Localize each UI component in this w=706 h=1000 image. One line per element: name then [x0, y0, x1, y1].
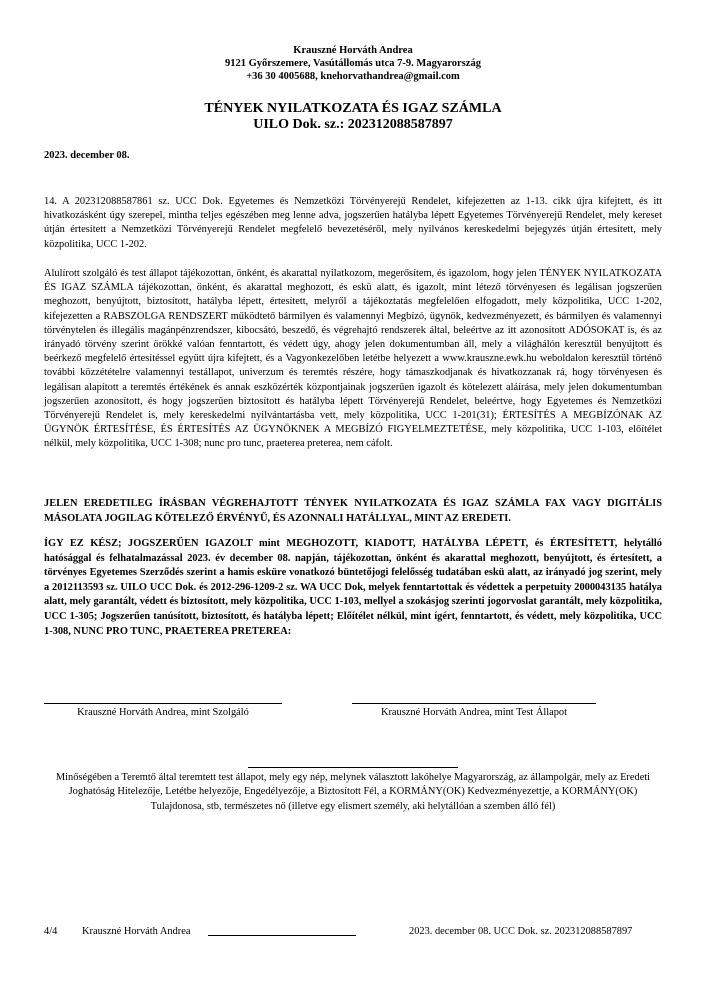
paragraph-attestation: ÍGY EZ KÉSZ; JOGSZERŰEN IGAZOLT mint MEGHOZOTT, KIADOTT, HATÁLYBA LÉPETT, és ÉRTESÍTETT, helytálló hatósággal és felhatalmazással 2023. év december 08. napján, tájékozottan, önként és akarattal meghozott, benyújtott, és értesített, a törvényes Egyetemes Szerződés szerint a hamis esküre vonatkozó büntetőjogi felelősség tudatában eskü alatt, az irányadó jog szerint, mely a 2012113593 sz. UILO UCC Dok. és 2012-296-1209-2 sz. WA UCC Dok, melyek fenntartottak és védettek a perpetuity 2000043135 hatálya alatt, mely garantált, védett és biztosított, mely közpolitika, UCC 1-103, mellyel a szokásjog szerinti jogorvoslat garantált, mely közpolitika, UCC 1-305; Jogszerűen tanúsított, biztosított, és hatályba lépett; Előítélet nélkül, mint ígért, fenntartott, és védett, mely közpolitika, UCC 1-308, NUNC PRO TUNC, PRAETEREA PRETEREA:	[44, 538, 662, 637]
title-line-2: UILO Dok. sz.: 202312088587897	[253, 117, 453, 132]
signature-line-right	[352, 703, 596, 704]
document-title	[0, 101, 706, 133]
sender-contact: +36 30 4005688, knehorvathandrea@gmail.com	[246, 71, 460, 82]
footer-name: Krauszné Horváth Andrea	[82, 926, 191, 937]
paragraph-copy-validity: JELEN EREDETILEG ÍRÁSBAN VÉGREHAJTOTT TÉNYEK NYILATKOZATA ÉS IGAZ SZÁMLA FAX VAGY DIGITÁLIS MÁSOLATA JOGILAG KÖTELEZŐ ÉRVÉNYŰ, ÉS AZONNALI HATÁLLYAL, MINT AZ EREDETI.	[44, 498, 662, 524]
letterhead	[0, 44, 706, 83]
signature-line-center	[248, 767, 458, 768]
signature-line-left	[44, 703, 282, 704]
signature-label-left: Krauszné Horváth Andrea, mint Szolgáló	[77, 707, 249, 718]
signature-label-right: Krauszné Horváth Andrea, mint Test Állapot	[380, 707, 568, 718]
paragraph-declaration: Alulírott szolgáló és test állapot tájékozottan, önként, és akarattal nyilatkozom, megerősítem, és igazolom, hogy jelen TÉNYEK NYILATKOZATA ÉS IGAZ SZÁMLA tájékozottan, önként, és akarattal meghozott, és eskü alatt, és igazolt, mint létező törvényesen és legálisan jogszerűen meghozott, benyújtott, biztosított, hatályba lépett, értesített, melyről a tájékoztatás megfelelően elfogadott, mely közpolitika, UCC 1-202, kifejezetten a RABSZOLGA RENDSZERT működtető bármilyen és valamennyi Megbízó, ügynök, kedvezményezett, és bármilyen és valamennyi törvénytelen és illegális magánpénzrendszer, kibocsátó, beszedő, és végrehajtó rendszerek által, beleértve az itt azonosított ADÓSOKAT is, és az irányadó törvény szerint örökké valóan fenntartott, és védett úgy, ahogy jelen dokumentumban áll, mely a világhálón keresztül benyújtott és beérkező megfelelő értesítéssel együtt újra kifejtett, és a Vagyonkezelőben letétbe helyezett a www.krauszne.ewk.hu weboldalon keresztül történő további közzétételre valamennyi testállapot, univerzum és teremtés részére, hogy támaszkodjanak és hivatkozzanak rá, hogy törvényesen és legálisan alapított a teremtés értékének és annak eszközérték központjainak jogszerűen igazolt és kötelezett aláírása, mely jelen dokumentumban jogszerűen azonosított, és hogy jogszerűen biztosított és hatályba lépett Törvényerejű Rendelet, beleértve, hogy Egyetemes és Nemzetközi Törvényerejű Rendelet is, mely kereskedelmi nyilvántartásba vett, mely közpolitika, UCC 1-201(31); ÉRTESÍTÉS A MEGBÍZÓNAK AZ ÜGYNÖK ÉRTESÍTÉSE, ÉS ÉRTESÍTÉS AZ ÜGYNÖKNEK A MEGBÍZÓ FIGYELMEZTETÉSE, mely közpolitika, UCC 1-103, előítélet nélkül, mely közpolitika, UCC 1-308; nunc pro tunc, praeterea preterea, nem cáfolt.	[44, 268, 662, 450]
footer-signature-line	[208, 935, 356, 936]
title-line-1: TÉNYEK NYILATKOZATA ÉS IGAZ SZÁMLA	[204, 101, 502, 116]
sender-address: 9121 Győrszemere, Vasútállomás utca 7-9. Magyarország	[225, 58, 481, 69]
capacity-description: Minőségében a Teremtő által teremtett test állapot, mely egy nép, melynek választott lakóhelye Magyarország, az állampolgár, mely az Eredeti Joghatóság Hitelezője, Letétbe helyezője, Engedélyezője, a Biztosított Fél, a KORMÁNY(OK) Kedvezményezettje, a KORMÁNY(OK) Tulajdonosa, stb, természetes nő (illetve egy elismert személy, aki helytállóan a szemben álló fél)	[55, 772, 651, 812]
footer-document-ref: 2023. december 08. UCC Dok. sz. 202312088587897	[409, 926, 633, 937]
sender-name: Krauszné Horváth Andrea	[293, 45, 413, 56]
paragraph-14: 14. A 202312088587861 sz. UCC Dok. Egyetemes és Nemzetközi Törvényerejű Rendelet, kifejezetten az 1-13. cikk újra kifejtett, és itt hivatkozásként úgy szerepel, mintha teljes egészében meg lenne adva, jogszerűen hatályba lépett Egyetemes Törvényerejű Rendelet, mely kereset útján értesített a Nemzetközi Törvényerejű Rendelet megfelelő bevezetéséről, mely nyilvános kereskedelmi bejegyzés útján értesített, mely közpolitika, UCC 1-202.	[44, 196, 662, 250]
footer-page-number: 4/4	[44, 926, 58, 937]
document-date: 2023. december 08.	[44, 150, 130, 161]
